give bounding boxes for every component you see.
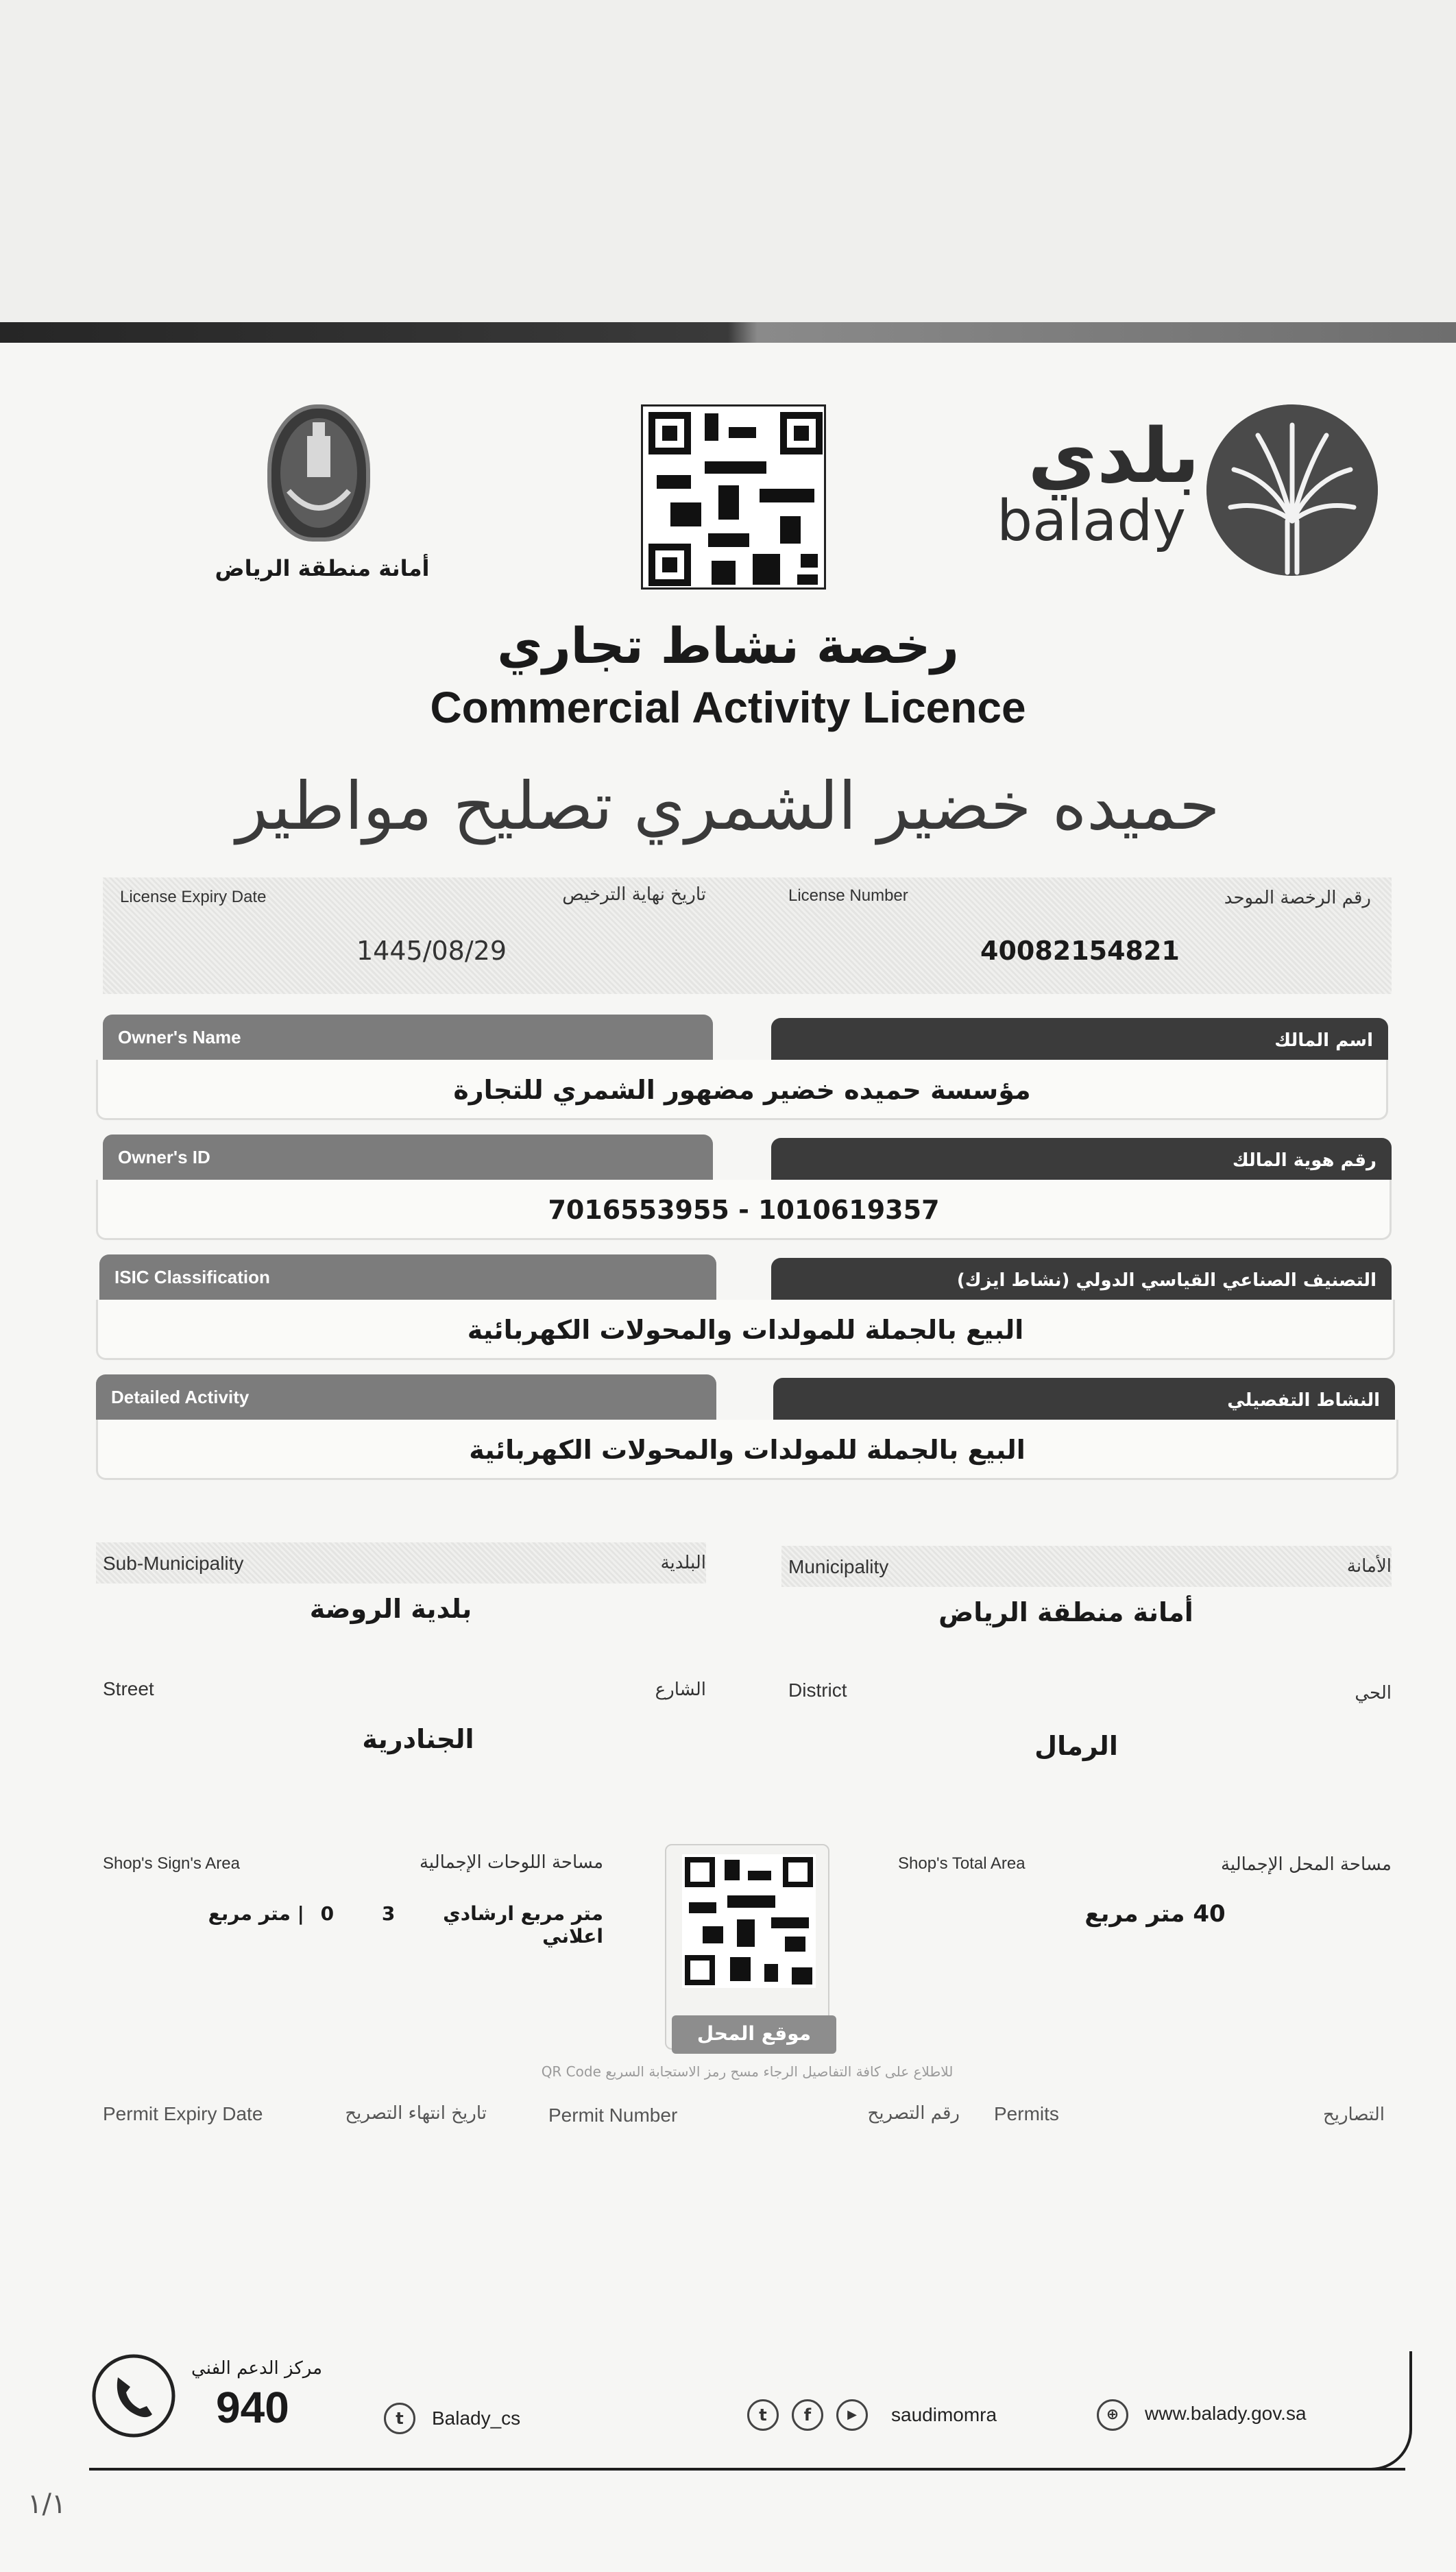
owner-name-header-en: Owner's Name bbox=[103, 1015, 713, 1060]
twitter-handle[interactable]: Balady_cs bbox=[432, 2407, 521, 2429]
owner-id-value: 7016553955 - 1010619357 bbox=[548, 1195, 940, 1225]
trade-name: حميده خضير الشمري تصليح مواطير bbox=[236, 768, 1220, 845]
municipality-label-ar: الأمانة bbox=[1346, 1556, 1392, 1577]
street-label-en: Street bbox=[103, 1678, 154, 1699]
permit-date-label-ar: تاريخ انتهاء التصريح bbox=[345, 2103, 487, 2124]
municipality-value: أمانة منطقة الرياض bbox=[938, 1597, 1193, 1627]
page-number: ١/١ bbox=[27, 2488, 66, 2520]
license-number-label-ar: رقم الرخصة الموحد bbox=[1224, 888, 1371, 908]
detailed-activity-value: البيع بالجملة للمولدات والمحولات الكهربائية bbox=[469, 1435, 1026, 1465]
ad-value: 0 bbox=[320, 1902, 335, 1925]
shop-location-button[interactable]: موقع المحل bbox=[672, 2015, 836, 2054]
detailed-activity-header-ar: النشاط التفصيلي bbox=[773, 1378, 1395, 1423]
district-label-ar: الحي bbox=[1355, 1683, 1392, 1703]
guide-value: 3 bbox=[381, 1902, 396, 1925]
licence-qr-code[interactable] bbox=[641, 404, 826, 590]
owner-name-box bbox=[96, 1060, 1388, 1120]
qr-note: للاطلاع على كافة التفاصيل الرجاء مسح رمز الاستجابة السريع QR Code bbox=[541, 2063, 954, 2080]
sign-area-label-ar: مساحة اللوحات الإجمالية bbox=[419, 1852, 603, 1873]
facebook-icon[interactable]: f bbox=[792, 2399, 823, 2431]
globe-icon: ⊕ bbox=[1097, 2399, 1128, 2431]
riyadh-municipality-emblem-icon bbox=[267, 404, 370, 542]
sign-area-label-en: Shop's Sign's Area bbox=[103, 1854, 240, 1873]
license-expiry-value: 1445/08/29 bbox=[356, 936, 507, 966]
municipality-label-en: Municipality bbox=[788, 1556, 889, 1577]
ad-unit: متر مربع اعلاني bbox=[208, 1902, 603, 1948]
shop-location-qr-code[interactable] bbox=[682, 1854, 816, 1988]
phone-icon bbox=[89, 2351, 178, 2440]
district-value: الرمال bbox=[1034, 1731, 1118, 1761]
district-label-en: District bbox=[788, 1679, 847, 1701]
street-value: الجنادرية bbox=[362, 1724, 474, 1754]
sub-municipality-label-ar: البلدية bbox=[660, 1553, 706, 1573]
twitter-icon[interactable]: t bbox=[747, 2399, 779, 2431]
total-area-value: 40 متر مربع bbox=[1084, 1900, 1226, 1928]
isic-header-ar: التصنيف الصناعي القياسي الدولي (نشاط ايزك) bbox=[771, 1258, 1392, 1303]
permit-expiry-label-en: Permit Expiry Date bbox=[103, 2103, 263, 2124]
owner-id-header-ar: رقم هوية المالك bbox=[771, 1138, 1392, 1183]
support-number[interactable]: 940 bbox=[216, 2383, 289, 2432]
owner-name-header-ar: اسم المالك bbox=[771, 1018, 1388, 1063]
license-number-label-en: License Number bbox=[788, 886, 908, 905]
total-area-label-en: Shop's Total Area bbox=[898, 1854, 1026, 1873]
balady-wordmark-en: balady bbox=[997, 489, 1186, 554]
detailed-activity-box bbox=[96, 1420, 1398, 1480]
guide-unit: متر مربع ارشادي bbox=[443, 1902, 603, 1925]
license-expiry-label-ar: تاريخ نهاية الترخيص bbox=[562, 884, 706, 905]
title-english: Commercial Activity Licence bbox=[430, 683, 1026, 732]
sub-municipality-label-en: Sub-Municipality bbox=[103, 1553, 244, 1574]
separator: | bbox=[297, 1902, 304, 1925]
isic-value: البيع بالجملة للمولدات والمحولات الكهربائية bbox=[467, 1315, 1024, 1345]
balady-wordmark-ar: بلدي bbox=[1028, 412, 1200, 500]
footer-rule bbox=[89, 2468, 1405, 2471]
owner-id-box bbox=[96, 1180, 1392, 1240]
license-number-value: 40082154821 bbox=[980, 936, 1180, 966]
balady-palm-icon bbox=[1206, 404, 1378, 576]
license-expiry-label-en: License Expiry Date bbox=[120, 888, 267, 906]
twitter-icon[interactable]: t bbox=[384, 2403, 415, 2434]
permits-label-en: Permits bbox=[994, 2103, 1059, 2124]
top-rule bbox=[0, 322, 1456, 343]
detailed-activity-header-en: Detailed Activity bbox=[96, 1374, 716, 1420]
riyadh-municipality-name: أمانة منطقة الرياض bbox=[215, 555, 430, 581]
owner-name-value: مؤسسة حميده خضير مضهور الشمري للتجارة bbox=[453, 1075, 1031, 1105]
owner-id-header-en: Owner's ID bbox=[103, 1135, 713, 1180]
permit-number-label-ar: رقم التصريح bbox=[867, 2103, 960, 2124]
sign-area-values bbox=[158, 1902, 603, 1948]
title-arabic: رخصة نشاط تجاري bbox=[497, 617, 959, 675]
permit-number-label-en: Permit Number bbox=[548, 2104, 678, 2126]
website-link[interactable]: www.balady.gov.sa bbox=[1145, 2403, 1307, 2424]
footer-corner bbox=[1364, 2351, 1412, 2471]
support-center-label: مركز الدعم الفني bbox=[191, 2358, 322, 2379]
permits-label-ar: التصاريح bbox=[1322, 2104, 1385, 2125]
sub-municipality-value: بلدية الروضة bbox=[309, 1594, 472, 1624]
isic-box bbox=[96, 1300, 1395, 1360]
isic-header-en: ISIC Classification bbox=[99, 1254, 716, 1300]
total-area-label-ar: مساحة المحل الإجمالية bbox=[1220, 1854, 1392, 1875]
street-label-ar: الشارع bbox=[655, 1679, 706, 1700]
social-handle[interactable]: saudimomra bbox=[891, 2404, 997, 2425]
youtube-icon[interactable]: ▶ bbox=[836, 2399, 868, 2431]
